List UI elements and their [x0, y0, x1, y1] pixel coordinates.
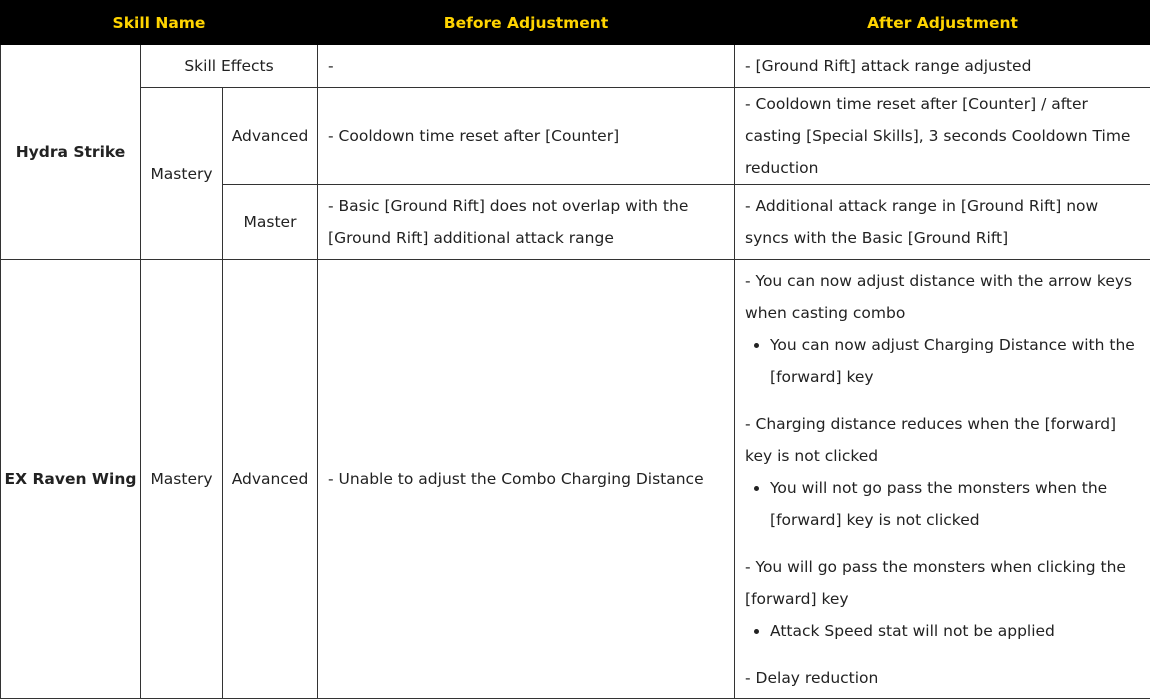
after-cell: - Cooldown time reset after [Counter] / after casting [Special Skills], 3 seconds Cooldown Time reduction — [735, 88, 1150, 185]
level-cell: Advanced — [223, 260, 318, 699]
change-bullet: • You can now adjust Charging Distance with the [forward] key — [770, 329, 1140, 393]
category-cell: Skill Effects — [141, 45, 318, 88]
before-cell: - Basic [Ground Rift] does not overlap with the [Ground Rift] additional attack range — [318, 185, 735, 260]
table-row — [1, 88, 1150, 185]
category-cell: Mastery — [141, 88, 223, 260]
change-sublist — [745, 615, 1140, 647]
header-before-adjustment: Before Adjustment — [318, 1, 735, 45]
after-cell — [735, 260, 1150, 699]
level-cell: Master — [223, 185, 318, 260]
change-sublist — [745, 472, 1140, 536]
header-after-adjustment: After Adjustment — [735, 1, 1150, 45]
change-line: - Charging distance reduces when the [forward] key is not clicked — [745, 408, 1140, 472]
category-cell: Mastery — [141, 260, 223, 699]
change-bullet: • You will not go pass the monsters when the [forward] key is not clicked — [770, 472, 1140, 536]
skill-name-cell: EX Raven Wing — [1, 260, 141, 699]
header-row — [1, 1, 1150, 45]
level-cell: Advanced — [223, 88, 318, 185]
before-cell: - Unable to adjust the Combo Charging Distance — [318, 260, 735, 699]
change-line: - Delay reduction — [745, 662, 1140, 694]
table-row — [1, 45, 1150, 88]
before-cell: - Cooldown time reset after [Counter] — [318, 88, 735, 185]
header-skill-name: Skill Name — [1, 1, 318, 45]
table-row — [1, 260, 1150, 699]
change-line: - You can now adjust distance with the arrow keys when casting combo — [745, 265, 1140, 329]
change-sublist — [745, 329, 1140, 393]
after-cell: - [Ground Rift] attack range adjusted — [735, 45, 1150, 88]
skill-name-cell: Hydra Strike — [1, 45, 141, 260]
after-cell: - Additional attack range in [Ground Rift] now syncs with the Basic [Ground Rift] — [735, 185, 1150, 260]
change-bullet: • Attack Speed stat will not be applied — [770, 615, 1140, 647]
change-line: - You will go pass the monsters when clicking the [forward] key — [745, 551, 1140, 615]
before-cell: - — [318, 45, 735, 88]
